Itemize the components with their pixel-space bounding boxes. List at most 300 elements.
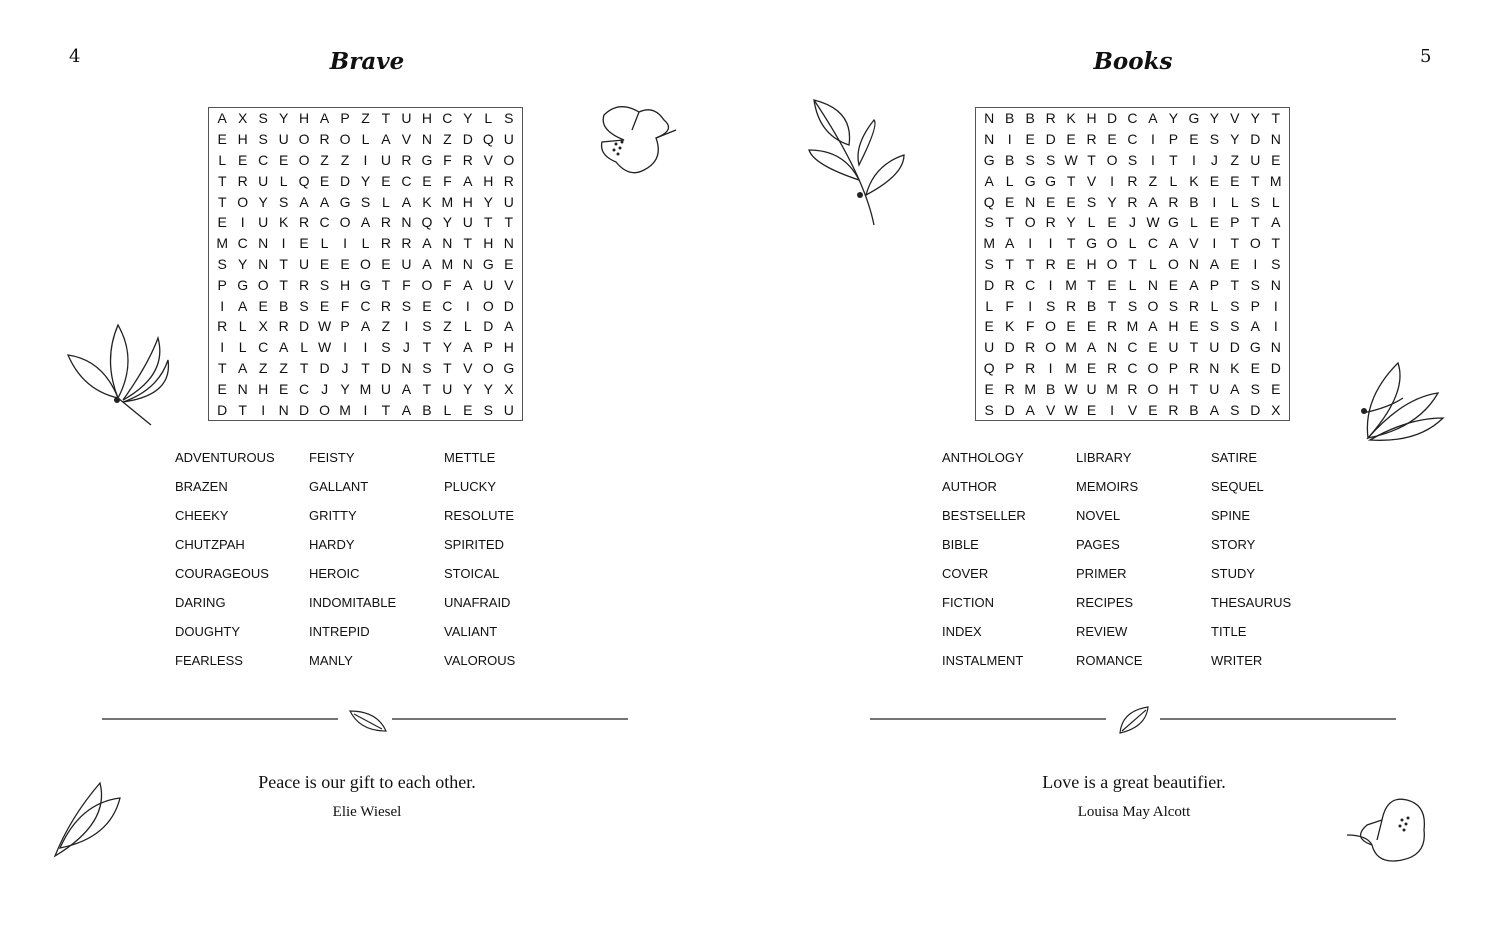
grid-letter[interactable]: O — [1167, 255, 1179, 272]
grid-letter[interactable]: U — [1250, 151, 1261, 168]
grid-letter[interactable]: I — [1212, 235, 1217, 252]
grid-letter[interactable]: T — [1230, 235, 1240, 252]
grid-letter[interactable]: D — [299, 318, 310, 335]
grid-letter[interactable]: E — [1148, 401, 1158, 418]
grid-letter[interactable]: Z — [381, 318, 391, 335]
grid-letter[interactable]: K — [278, 214, 289, 231]
grid-letter[interactable]: D — [483, 318, 494, 335]
grid-letter[interactable]: Y — [442, 214, 453, 231]
grid-letter[interactable]: S — [1127, 151, 1138, 168]
grid-letter[interactable]: I — [1151, 131, 1155, 148]
grid-letter[interactable]: O — [339, 131, 351, 148]
grid-letter[interactable]: F — [340, 297, 350, 314]
grid-letter[interactable]: M — [1126, 318, 1139, 335]
grid-letter[interactable]: O — [1147, 380, 1159, 397]
grid-letter[interactable]: Z — [361, 110, 370, 127]
grid-letter[interactable]: R — [319, 131, 330, 148]
grid-letter[interactable]: O — [1249, 235, 1261, 252]
grid-letter[interactable]: I — [1273, 297, 1278, 314]
grid-letter[interactable]: S — [1209, 318, 1220, 335]
grid-letter[interactable]: A — [1250, 318, 1260, 335]
grid-letter[interactable]: I — [465, 297, 470, 314]
grid-letter[interactable]: I — [363, 401, 368, 418]
grid-letter[interactable]: I — [281, 235, 286, 252]
grid-letter[interactable]: T — [484, 214, 493, 231]
grid-letter[interactable]: C — [1147, 235, 1159, 252]
grid-letter[interactable]: I — [343, 235, 347, 252]
grid-letter[interactable]: V — [1189, 235, 1199, 252]
grid-letter[interactable]: J — [1128, 214, 1136, 231]
grid-letter[interactable]: D — [1270, 359, 1281, 376]
grid-letter[interactable]: D — [217, 401, 228, 418]
grid-letter[interactable]: S — [1250, 276, 1260, 293]
grid-letter[interactable]: H — [1086, 110, 1097, 127]
grid-letter[interactable]: L — [484, 110, 493, 127]
grid-letter[interactable]: T — [381, 401, 391, 418]
grid-letter[interactable]: E — [319, 172, 330, 189]
grid-letter[interactable]: I — [1110, 172, 1114, 189]
grid-letter[interactable]: H — [1168, 318, 1179, 335]
grid-letter[interactable]: Q — [983, 359, 995, 376]
grid-letter[interactable]: E — [1230, 172, 1240, 189]
grid-letter[interactable]: L — [1128, 276, 1137, 293]
grid-letter[interactable]: Y — [442, 339, 453, 356]
grid-letter[interactable]: R — [1086, 131, 1097, 148]
grid-letter[interactable]: R — [1127, 193, 1138, 210]
grid-letter[interactable]: H — [483, 235, 494, 252]
grid-letter[interactable]: T — [361, 359, 370, 376]
grid-letter[interactable]: H — [1168, 380, 1179, 397]
grid-letter[interactable]: D — [299, 401, 310, 418]
grid-letter[interactable]: E — [463, 401, 473, 418]
grid-letter[interactable]: E — [1107, 276, 1117, 293]
grid-letter[interactable]: K — [422, 193, 432, 210]
grid-letter[interactable]: E — [1086, 401, 1097, 418]
grid-letter[interactable]: T — [1025, 255, 1035, 272]
grid-letter[interactable]: K — [1066, 110, 1076, 127]
grid-letter[interactable]: M — [441, 193, 454, 210]
grid-letter[interactable]: N — [401, 359, 412, 376]
grid-letter[interactable]: A — [1086, 339, 1097, 356]
grid-letter[interactable]: N — [1270, 131, 1281, 148]
grid-letter[interactable]: C — [1127, 131, 1138, 148]
grid-letter[interactable]: L — [1005, 172, 1014, 189]
grid-letter[interactable]: J — [321, 380, 329, 397]
grid-letter[interactable]: B — [1005, 151, 1015, 168]
grid-letter[interactable]: F — [443, 276, 452, 293]
grid-letter[interactable]: Z — [258, 359, 268, 376]
grid-letter[interactable]: A — [401, 193, 412, 210]
grid-letter[interactable]: P — [1168, 131, 1179, 148]
grid-letter[interactable]: L — [1271, 193, 1280, 210]
grid-letter[interactable]: I — [1048, 235, 1053, 252]
grid-letter[interactable]: N — [442, 235, 453, 252]
grid-letter[interactable]: P — [1230, 214, 1240, 231]
grid-letter[interactable]: O — [1045, 339, 1057, 356]
grid-letter[interactable]: M — [339, 401, 351, 418]
grid-letter[interactable]: E — [340, 255, 350, 272]
grid-letter[interactable]: O — [360, 255, 371, 272]
grid-letter[interactable]: S — [1230, 318, 1240, 335]
grid-letter[interactable]: E — [1066, 193, 1076, 210]
grid-letter[interactable]: P — [217, 276, 227, 293]
grid-letter[interactable]: U — [278, 131, 289, 148]
grid-letter[interactable]: Z — [340, 151, 350, 168]
grid-letter[interactable]: C — [237, 235, 248, 252]
grid-letter[interactable]: V — [401, 131, 412, 148]
grid-letter[interactable]: A — [1005, 235, 1015, 252]
grid-letter[interactable]: Y — [1250, 110, 1260, 127]
grid-letter[interactable]: T — [1169, 151, 1178, 168]
grid-letter[interactable]: D — [1250, 131, 1261, 148]
grid-letter[interactable]: S — [217, 255, 227, 272]
grid-letter[interactable]: L — [463, 318, 472, 335]
grid-letter[interactable]: I — [220, 339, 225, 356]
grid-letter[interactable]: S — [984, 214, 994, 231]
grid-letter[interactable]: O — [1147, 359, 1159, 376]
grid-letter[interactable]: N — [421, 131, 432, 148]
grid-letter[interactable]: U — [1209, 380, 1220, 397]
grid-letter[interactable]: U — [258, 172, 269, 189]
grid-letter[interactable]: N — [1209, 359, 1220, 376]
grid-letter[interactable]: I — [261, 401, 266, 418]
grid-letter[interactable]: A — [1148, 318, 1158, 335]
grid-letter[interactable]: Z — [443, 318, 452, 335]
grid-letter[interactable]: M — [1065, 276, 1077, 293]
grid-letter[interactable]: F — [443, 151, 452, 168]
grid-letter[interactable]: Y — [238, 255, 248, 272]
grid-letter[interactable]: A — [504, 318, 514, 335]
grid-letter[interactable]: E — [381, 172, 391, 189]
grid-letter[interactable]: C — [258, 151, 269, 168]
grid-letter[interactable]: N — [1270, 339, 1281, 356]
grid-letter[interactable]: P — [340, 318, 350, 335]
grid-letter[interactable]: C — [299, 380, 310, 397]
grid-letter[interactable]: P — [1168, 359, 1179, 376]
grid-letter[interactable]: T — [381, 110, 391, 127]
grid-letter[interactable]: I — [343, 339, 347, 356]
grid-letter[interactable]: T — [1066, 235, 1076, 252]
grid-letter[interactable]: E — [299, 235, 309, 252]
grid-letter[interactable]: O — [339, 214, 351, 231]
grid-letter[interactable]: T — [1271, 235, 1281, 252]
grid-letter[interactable]: S — [984, 255, 994, 272]
grid-letter[interactable]: X — [1271, 401, 1281, 418]
grid-letter[interactable]: S — [1025, 151, 1035, 168]
grid-letter[interactable]: I — [1253, 255, 1258, 272]
grid-letter[interactable]: O — [503, 151, 515, 168]
grid-letter[interactable]: T — [217, 193, 227, 210]
grid-letter[interactable]: A — [463, 339, 473, 356]
grid-letter[interactable]: L — [1149, 255, 1157, 272]
grid-letter[interactable]: U — [503, 401, 514, 418]
grid-letter[interactable]: T — [1005, 214, 1014, 231]
grid-letter[interactable]: S — [1250, 193, 1260, 210]
grid-letter[interactable]: U — [299, 255, 310, 272]
grid-letter[interactable]: D — [503, 297, 514, 314]
grid-letter[interactable]: A — [422, 235, 432, 252]
grid-letter[interactable]: S — [401, 297, 412, 314]
grid-letter[interactable]: O — [298, 131, 310, 148]
grid-letter[interactable]: D — [339, 172, 351, 189]
grid-letter[interactable]: D — [1250, 401, 1261, 418]
grid-letter[interactable]: G — [237, 276, 249, 293]
grid-letter[interactable]: L — [238, 318, 247, 335]
grid-letter[interactable]: E — [504, 255, 514, 272]
grid-letter[interactable]: S — [422, 359, 432, 376]
grid-letter[interactable]: L — [985, 297, 994, 314]
grid-letter[interactable]: F — [1005, 297, 1014, 314]
grid-letter[interactable]: E — [1005, 193, 1015, 210]
grid-letter[interactable]: W — [1146, 214, 1160, 231]
grid-letter[interactable]: R — [1106, 359, 1118, 376]
grid-letter[interactable]: S — [1127, 297, 1138, 314]
grid-letter[interactable]: S — [258, 131, 268, 148]
grid-letter[interactable]: A — [463, 172, 473, 189]
grid-letter[interactable]: R — [401, 235, 412, 252]
grid-letter[interactable]: U — [258, 214, 269, 231]
grid-letter[interactable]: Z — [1148, 172, 1158, 189]
grid-letter[interactable]: E — [1230, 255, 1240, 272]
grid-letter[interactable]: U — [401, 110, 412, 127]
grid-letter[interactable]: E — [1107, 131, 1117, 148]
grid-letter[interactable]: R — [503, 172, 514, 189]
grid-letter[interactable]: W — [1064, 380, 1078, 397]
grid-letter[interactable]: E — [1271, 380, 1281, 397]
grid-letter[interactable]: J — [341, 359, 349, 376]
grid-letter[interactable]: V — [1230, 110, 1240, 127]
grid-letter[interactable]: X — [238, 110, 248, 127]
grid-letter[interactable]: O — [482, 297, 494, 314]
grid-letter[interactable]: S — [1168, 297, 1179, 314]
grid-letter[interactable]: J — [1210, 151, 1218, 168]
grid-letter[interactable]: Y — [483, 193, 493, 210]
grid-letter[interactable]: P — [483, 339, 493, 356]
grid-letter[interactable]: E — [984, 380, 994, 397]
grid-letter[interactable]: A — [984, 172, 994, 189]
grid-letter[interactable]: E — [381, 255, 391, 272]
grid-letter[interactable]: I — [240, 214, 245, 231]
grid-letter[interactable]: U — [503, 193, 514, 210]
grid-letter[interactable]: C — [258, 339, 269, 356]
grid-letter[interactable]: U — [380, 380, 392, 397]
grid-letter[interactable]: C — [442, 110, 453, 127]
grid-letter[interactable]: E — [278, 151, 289, 168]
grid-letter[interactable]: H — [483, 172, 494, 189]
grid-letter[interactable]: Y — [1209, 110, 1220, 127]
grid-letter[interactable]: U — [1209, 339, 1220, 356]
grid-letter[interactable]: T — [1087, 276, 1096, 293]
grid-letter[interactable]: Y — [278, 110, 289, 127]
word-search-grid-right[interactable] — [975, 107, 1290, 421]
grid-letter[interactable]: T — [443, 359, 452, 376]
grid-letter[interactable]: R — [401, 151, 412, 168]
grid-letter[interactable]: D — [984, 276, 995, 293]
grid-letter[interactable]: S — [1271, 255, 1281, 272]
grid-letter[interactable]: V — [1045, 401, 1056, 418]
grid-letter[interactable]: D — [1229, 339, 1240, 356]
grid-letter[interactable]: V — [1127, 401, 1138, 418]
grid-letter[interactable]: Y — [258, 193, 268, 210]
grid-letter[interactable]: O — [298, 151, 310, 168]
grid-letter[interactable]: A — [319, 110, 330, 127]
grid-letter[interactable]: U — [380, 151, 392, 168]
grid-letter[interactable]: B — [422, 401, 432, 418]
grid-letter[interactable]: I — [1273, 318, 1278, 335]
grid-letter[interactable]: N — [237, 380, 248, 397]
grid-letter[interactable]: R — [299, 276, 310, 293]
grid-letter[interactable]: G — [360, 276, 371, 293]
grid-letter[interactable]: I — [1028, 235, 1033, 252]
grid-letter[interactable]: R — [1127, 380, 1138, 397]
grid-letter[interactable]: T — [504, 214, 514, 231]
grid-letter[interactable]: Y — [463, 380, 473, 397]
grid-letter[interactable]: Y — [1066, 214, 1076, 231]
grid-letter[interactable]: E — [319, 297, 330, 314]
grid-letter[interactable]: B — [1045, 380, 1056, 397]
grid-letter[interactable]: N — [984, 110, 995, 127]
grid-letter[interactable]: G — [1249, 339, 1261, 356]
grid-letter[interactable]: S — [258, 110, 268, 127]
grid-letter[interactable]: L — [361, 131, 370, 148]
grid-letter[interactable]: U — [401, 255, 412, 272]
grid-letter[interactable]: G — [1086, 235, 1097, 252]
grid-letter[interactable]: V — [483, 151, 493, 168]
grid-letter[interactable]: O — [1106, 255, 1118, 272]
grid-letter[interactable]: T — [217, 359, 227, 376]
grid-letter[interactable]: E — [217, 131, 227, 148]
grid-letter[interactable]: H — [339, 276, 351, 293]
grid-letter[interactable]: C — [1127, 359, 1138, 376]
grid-letter[interactable]: A — [319, 193, 330, 210]
grid-letter[interactable]: C — [1127, 339, 1138, 356]
grid-letter[interactable]: T — [1251, 214, 1260, 231]
grid-letter[interactable]: E — [1066, 255, 1076, 272]
word-search-grid-left[interactable] — [208, 107, 523, 421]
grid-letter[interactable]: A — [1025, 401, 1035, 418]
grid-letter[interactable]: R — [1025, 339, 1036, 356]
grid-letter[interactable]: E — [1189, 318, 1199, 335]
grid-letter[interactable]: E — [217, 214, 227, 231]
grid-letter[interactable]: L — [320, 235, 329, 252]
grid-letter[interactable]: A — [1168, 235, 1179, 252]
grid-letter[interactable]: L — [218, 151, 227, 168]
grid-letter[interactable]: R — [1045, 110, 1056, 127]
grid-letter[interactable]: A — [1271, 214, 1281, 231]
grid-letter[interactable]: G — [1167, 214, 1179, 231]
grid-letter[interactable]: Y — [1168, 110, 1179, 127]
grid-letter[interactable]: T — [279, 255, 288, 272]
grid-letter[interactable]: E — [238, 151, 248, 168]
grid-letter[interactable]: C — [1127, 110, 1138, 127]
grid-letter[interactable]: D — [1045, 131, 1056, 148]
grid-letter[interactable]: T — [1087, 151, 1096, 168]
grid-letter[interactable]: A — [1189, 276, 1199, 293]
grid-letter[interactable]: D — [319, 359, 330, 376]
grid-letter[interactable]: E — [422, 297, 432, 314]
grid-letter[interactable]: S — [1230, 401, 1240, 418]
grid-letter[interactable]: E — [217, 380, 227, 397]
grid-letter[interactable]: E — [1045, 193, 1056, 210]
grid-letter[interactable]: L — [238, 339, 247, 356]
grid-letter[interactable]: I — [1151, 151, 1155, 168]
grid-letter[interactable]: L — [1210, 297, 1219, 314]
grid-letter[interactable]: I — [363, 151, 368, 168]
grid-letter[interactable]: Q — [421, 214, 433, 231]
grid-letter[interactable]: O — [1106, 235, 1118, 252]
grid-letter[interactable]: L — [382, 193, 390, 210]
grid-letter[interactable]: D — [1004, 401, 1015, 418]
grid-letter[interactable]: N — [1270, 276, 1281, 293]
grid-letter[interactable]: L — [300, 339, 308, 356]
grid-letter[interactable]: S — [1209, 131, 1220, 148]
grid-letter[interactable]: C — [401, 172, 412, 189]
grid-letter[interactable]: M — [216, 235, 229, 252]
grid-letter[interactable]: S — [1086, 193, 1097, 210]
grid-letter[interactable]: R — [1045, 214, 1056, 231]
grid-letter[interactable]: G — [482, 255, 494, 272]
grid-letter[interactable]: K — [1189, 172, 1199, 189]
grid-letter[interactable]: S — [984, 401, 994, 418]
grid-letter[interactable]: P — [340, 110, 350, 127]
grid-letter[interactable]: A — [422, 255, 432, 272]
grid-letter[interactable]: G — [1045, 172, 1057, 189]
grid-letter[interactable]: L — [1189, 214, 1198, 231]
grid-letter[interactable]: U — [1086, 380, 1097, 397]
grid-letter[interactable]: O — [1106, 151, 1118, 168]
grid-letter[interactable]: E — [278, 380, 289, 397]
grid-letter[interactable]: B — [1005, 110, 1015, 127]
grid-letter[interactable]: B — [1189, 401, 1199, 418]
grid-letter[interactable]: B — [1086, 297, 1097, 314]
grid-letter[interactable]: I — [1028, 297, 1033, 314]
grid-letter[interactable]: Y — [1230, 131, 1240, 148]
grid-letter[interactable]: E — [1189, 131, 1199, 148]
grid-letter[interactable]: H — [462, 193, 473, 210]
grid-letter[interactable]: R — [1188, 359, 1199, 376]
grid-letter[interactable]: O — [482, 359, 494, 376]
grid-letter[interactable]: G — [421, 151, 433, 168]
grid-letter[interactable]: K — [1005, 318, 1015, 335]
grid-letter[interactable]: S — [299, 297, 309, 314]
grid-letter[interactable]: R — [299, 214, 310, 231]
grid-letter[interactable]: C — [319, 214, 330, 231]
grid-letter[interactable]: N — [401, 214, 412, 231]
grid-letter[interactable]: V — [463, 359, 473, 376]
grid-letter[interactable]: G — [503, 359, 515, 376]
grid-letter[interactable]: E — [1066, 131, 1076, 148]
grid-letter[interactable]: E — [1168, 276, 1179, 293]
grid-letter[interactable]: P — [1005, 359, 1015, 376]
grid-letter[interactable]: E — [1209, 214, 1220, 231]
grid-letter[interactable]: K — [1230, 359, 1240, 376]
grid-letter[interactable]: T — [217, 172, 227, 189]
grid-letter[interactable]: T — [1107, 297, 1117, 314]
grid-letter[interactable]: Z — [443, 131, 452, 148]
grid-letter[interactable]: R — [462, 151, 473, 168]
grid-letter[interactable]: V — [1086, 172, 1097, 189]
grid-letter[interactable]: R — [380, 235, 392, 252]
grid-letter[interactable]: M — [441, 255, 454, 272]
grid-letter[interactable]: C — [1025, 276, 1036, 293]
grid-letter[interactable]: Y — [463, 110, 473, 127]
grid-letter[interactable]: R — [237, 172, 248, 189]
grid-letter[interactable]: S — [1230, 297, 1240, 314]
grid-letter[interactable]: X — [504, 380, 514, 397]
grid-letter[interactable]: N — [278, 401, 289, 418]
grid-letter[interactable]: C — [442, 297, 453, 314]
grid-letter[interactable]: P — [1250, 297, 1260, 314]
